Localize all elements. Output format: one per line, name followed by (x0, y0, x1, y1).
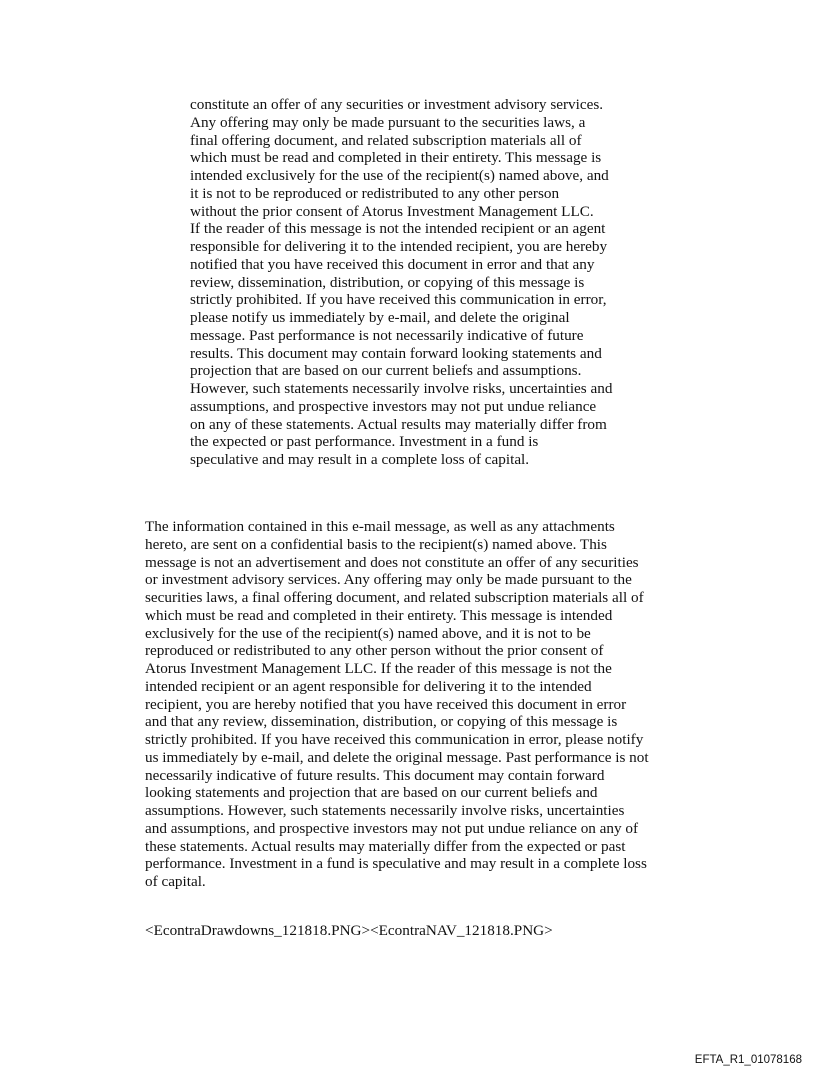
disclaimer-line: securities laws, a final offering document, and related subscription materials all of (145, 589, 644, 606)
confidentiality-disclaimer (145, 518, 675, 891)
quoted-line: notified that you have received this document in error and that any (190, 255, 595, 273)
disclaimer-line: assumptions. However, such statements necessarily involve risks, uncertainties (145, 802, 625, 819)
quoted-line: Any offering may only be made pursuant to the securities laws, a (190, 113, 586, 131)
disclaimer-line: us immediately by e-mail, and delete the original message. Past performance is not (145, 748, 649, 766)
quoted-line: message. Past performance is not necessarily indicative of future (190, 326, 584, 344)
quoted-line: please notify us immediately by e-mail, and delete the original (190, 309, 570, 326)
disclaimer-line: and assumptions, and prospective investors may not put undue reliance on any of (145, 819, 639, 837)
disclaimer-line: reproduced or redistributed to any other person without the prior consent of (145, 642, 604, 660)
disclaimer-line: strictly prohibited. If you have received this communication in error, please notify (145, 731, 644, 748)
quoted-line: the expected or past performance. Investment in a fund is (190, 433, 539, 451)
disclaimer-line: exclusively for the use of the recipient(s) named above, and it is not to be (145, 624, 591, 642)
disclaimer-line: The information contained in this e-mail message, as well as any attachments (145, 518, 615, 535)
disclaimer-line: recipient, you are hereby notified that you have received this document in error (145, 695, 627, 713)
bates-number: EFTA_R1_01078168 (694, 1054, 802, 1066)
disclaimer-line: these statements. Actual results may materially differ from the expected or past (145, 837, 626, 855)
disclaimer-line: which must be read and completed in their entirety. This message is intended (145, 606, 613, 624)
disclaimer-line: and that any review, dissemination, distribution, or copying of this message is (145, 713, 618, 731)
quoted-line: it is not to be reproduced or redistributed to any other person (190, 184, 560, 202)
disclaimer-line: message is not an advertisement and does not constitute an offer of any securities (145, 553, 639, 571)
quoted-line: strictly prohibited. If you have received this communication in error, (190, 291, 607, 309)
disclaimer-line: necessarily indicative of future results. This document may contain forward (145, 766, 605, 784)
quoted-line: review, dissemination, distribution, or copying of this message is (190, 273, 585, 291)
quoted-line: on any of these statements. Actual results may materially differ from (190, 415, 607, 433)
disclaimer-line: of capital. (145, 873, 206, 890)
quoted-line: which must be read and completed in their entirety. This message is (190, 149, 602, 167)
quoted-line: final offering document, and related subscription materials all of (190, 131, 582, 149)
disclaimer-line: intended recipient or an agent responsible for delivering it to the intended (145, 677, 592, 695)
quoted-line: projection that are based on our current beliefs and assumptions. (190, 362, 582, 380)
disclaimer-line: or investment advisory services. Any offering may only be made pursuant to the (145, 571, 632, 589)
quoted-line: without the prior consent of Atorus Investment Management LLC. (190, 202, 594, 220)
quoted-line: If the reader of this message is not the intended recipient or an agent (190, 220, 606, 238)
disclaimer-line: looking statements and projection that are based on our current beliefs and (145, 784, 598, 802)
quoted-line: intended exclusively for the use of the recipient(s) named above, and (190, 167, 609, 184)
quoted-line: constitute an offer of any securities or investment advisory services. (190, 96, 604, 113)
disclaimer-line: performance. Investment in a fund is speculative and may result in a complete loss (145, 855, 647, 873)
quoted-line: results. This document may contain forward looking statements and (190, 344, 602, 362)
quoted-line: assumptions, and prospective investors may not put undue reliance (190, 397, 597, 415)
quoted-disclaimer-block (190, 96, 650, 469)
attachment-references: <EcontraDrawdowns_121818.PNG><EcontraNAV_121818.PNG> (145, 922, 553, 939)
quoted-line: responsible for delivering it to the intended recipient, you are hereby (190, 238, 608, 255)
disclaimer-line: hereto, are sent on a confidential basis to the recipient(s) named above. This (145, 535, 607, 553)
disclaimer-line: Atorus Investment Management LLC. If the reader of this message is not the (145, 660, 612, 677)
quoted-line: However, such statements necessarily involve risks, uncertainties and (190, 380, 613, 397)
quoted-line: speculative and may result in a complete loss of capital. (190, 451, 530, 468)
